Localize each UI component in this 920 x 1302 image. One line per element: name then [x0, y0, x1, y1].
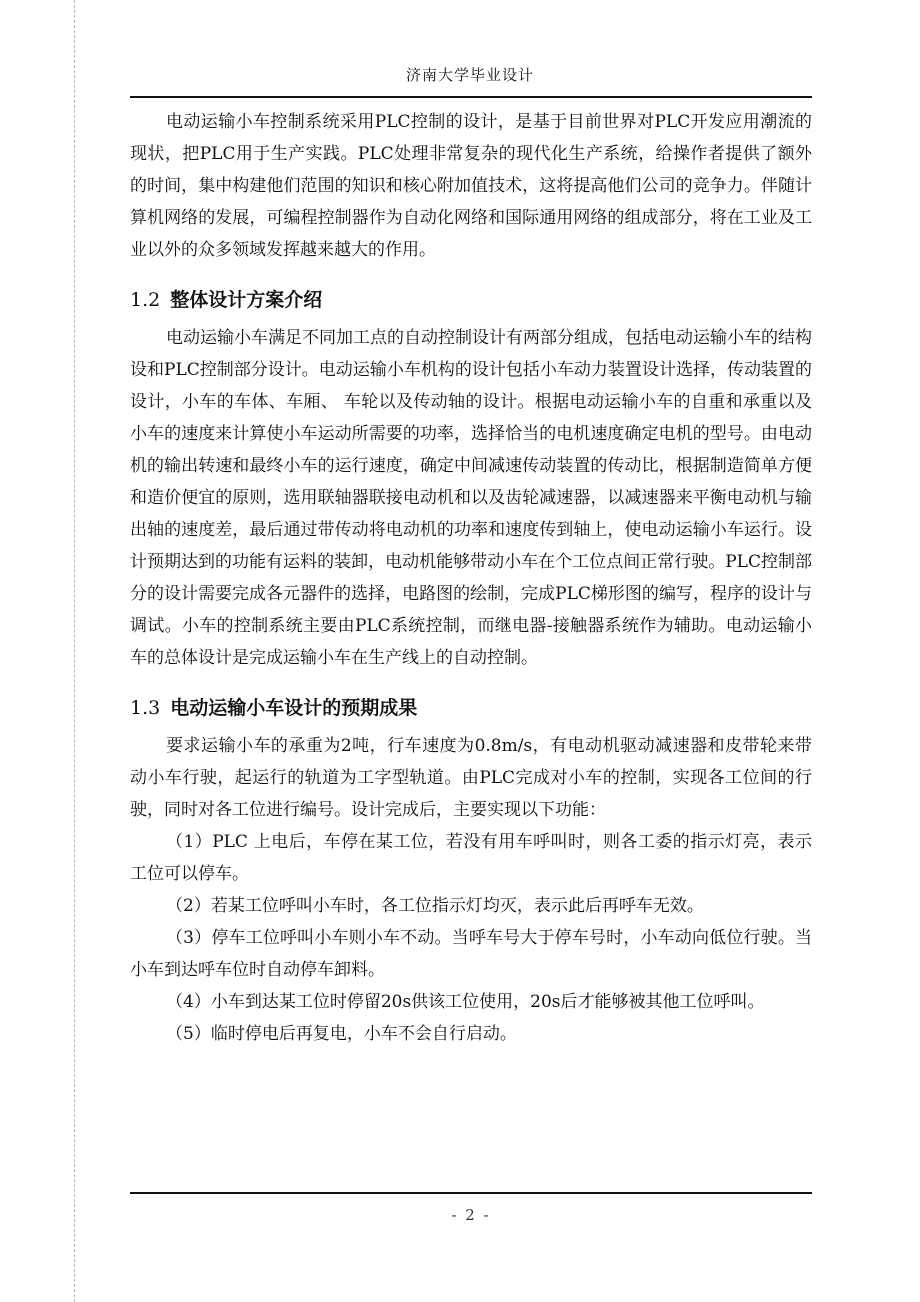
section-number: 1.3 — [130, 697, 161, 719]
list-item: （3）停车工位呼叫小车则小车不动。当呼车号大于停车号时，小车动向低位行驶。当小车到达呼车位时自动停车卸料。 — [130, 928, 812, 980]
binding-margin-line — [74, 0, 75, 1302]
section-number: 1.2 — [130, 289, 161, 311]
section-1-3-paragraph: 要求运输小车的承重为2吨，行车速度为0.8m/s，有电动机驱动减速器和皮带轮来带动小车行驶，起运行的轨道为工字型轨道。由PLC完成对小车的控制，实现各工位间的行驶，同时对各工位进行编号。设计完成后，主要实现以下功能： — [130, 736, 812, 820]
page-number: - 2 - — [451, 1206, 491, 1224]
section-1-2-paragraph: 电动运输小车满足不同加工点的自动控制设计有两部分组成，包括电动运输小车的结构设和PLC控制部分设计。电动运输小车机构的设计包括小车动力装置设计选择，传动装置的设计，小车的车体、车厢、 车轮以及传动轴的设计。根据电动运输小车的自重和承重以及小车的速度来计算使小车运动所需要的功率，选择恰当的电机速度确定电机的型号。由电动机的输出转速和最终小车的运行速度，确定中间减速传动装置的传动比，根据制造简单方便和造价便宜的原则，选用联轴器联接电动机和以及齿轮减速器，以减速器来平衡电动机与输出轴的速度差，最后通过带传动将电动机的功率和速度传到轴上，使电动运输小车运行。设计预期达到的功能有运料的装卸，电动机能够带动小车在个工位点间正常行驶。PLC控制部分的设计需要完成各元器件的选择，电路图的绘制，完成PLC梯形图的编写，程序的设计与调试。小车的控制系统主要由PLC系统控制，而继电器-接触器系统作为辅助。电动运输小车的总体设计是完成运输小车在生产线上的自动控制。 — [130, 328, 812, 668]
intro-paragraph: 电动运输小车控制系统采用PLC控制的设计，是基于目前世界对PLC开发应用潮流的现状，把PLC用于生产实践。PLC处理非常复杂的现代化生产系统，给操作者提供了额外的时间，集中构建他们范围的知识和核心附加值技术，这将提高他们公司的竞争力。伴随计算机网络的发展，可编程控制器作为自动化网络和国际通用网络的组成部分，将在工业及工业以外的众多领域发挥越来越大的作用。 — [130, 112, 812, 260]
section-title: 电动运输小车设计的预期成果 — [170, 697, 418, 719]
running-header: 济南大学毕业设计 — [405, 66, 534, 84]
list-item: （1）PLC 上电后，车停在某工位，若没有用车呼叫时，则各工委的指示灯亮，表示工位可以停车。 — [130, 832, 812, 884]
section-heading-1-3 — [130, 690, 812, 726]
list-item: （2）若某工位呼叫小车时，各工位指示灯均灭，表示此后再呼车无效。 — [166, 896, 704, 916]
header-rule — [130, 96, 812, 98]
list-item: （5）临时停电后再复电，小车不会自行启动。 — [166, 1024, 517, 1044]
page-body — [130, 106, 812, 1050]
footer-rule — [130, 1192, 812, 1194]
section-title: 整体设计方案介绍 — [170, 289, 323, 311]
section-heading-1-2 — [130, 282, 812, 318]
list-item: （4）小车到达某工位时停留20s供该工位使用，20s后才能够被其他工位呼叫。 — [166, 992, 765, 1012]
